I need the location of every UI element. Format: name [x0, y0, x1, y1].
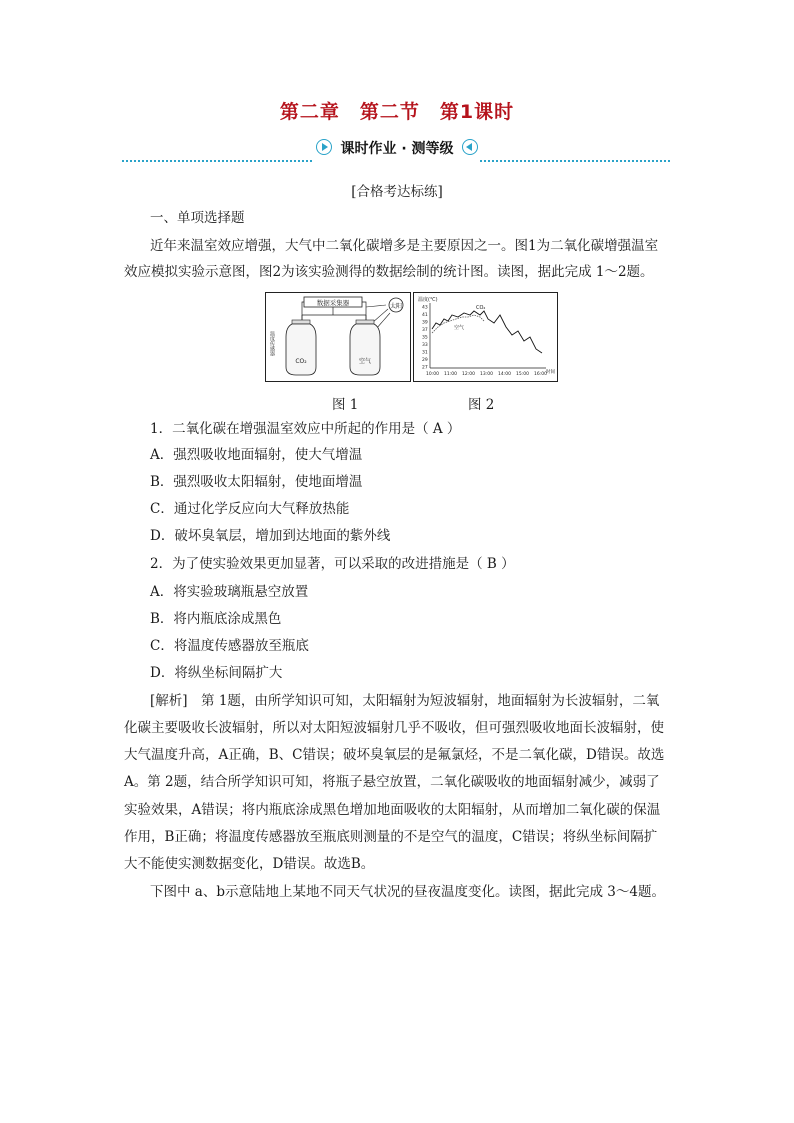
banner-text: 课时作业 · 测等级: [340, 141, 454, 157]
divider-right: [480, 160, 670, 162]
y-tick-label: 33: [422, 343, 428, 348]
question-1-stem: 1．二氧化碳在增强温室效应中所起的作用是（ A ）: [150, 421, 461, 437]
question-2-option-c: C．将温度传感器放至瓶底: [150, 638, 309, 654]
divider-left: [122, 160, 312, 162]
y-tick-label: 31: [422, 350, 428, 356]
analysis-line-6: 作用，B正确；将温度传感器放至瓶底则测量的不是空气的温度，C错误；将纵坐标间隔扩: [124, 829, 658, 845]
collector-label: 数据采集器: [316, 299, 350, 307]
x-tick-label: 11:00: [444, 372, 457, 377]
question-2-stem: 2．为了使实验效果更加显著，可以采取的改进措施是（ B ）: [150, 556, 515, 572]
x-tick-label: 15:00: [516, 372, 529, 377]
level-heading: [合格考达标练]: [351, 184, 443, 200]
analysis-line-3: 大气温度升高，A正确，B、C错误；破坏臭氧层的是氟氯烃，不是二氧化碳，D错误。故选: [124, 747, 665, 763]
question-1-option-d: D．破坏臭氧层，增加到达地面的紫外线: [150, 528, 391, 544]
y-tick-label: 41: [422, 313, 428, 318]
intro-line-2: 效应模拟实验示意图，图2为该实验测得的数据绘制的统计图。读图，据此完成 1～2题。: [124, 264, 654, 280]
homework-banner: [0, 138, 794, 158]
play-right-icon: [316, 139, 332, 155]
y-tick-label: 37: [422, 328, 428, 333]
analysis-line-5: 实验效果，A错误；将内瓶底涂成黑色增加地面吸收的太阳辐射，从而增加二氧化碳的保温: [124, 802, 661, 818]
y-tick-label: 39: [422, 320, 428, 326]
section-heading: 一、单项选择题: [150, 210, 245, 226]
experiment-diagram: [266, 293, 410, 381]
x-tick-label: 14:00: [498, 372, 511, 377]
chart-x-label: 时间: [546, 370, 555, 375]
figure-1-caption: 图 1: [332, 397, 359, 413]
figure-2-caption: 图 2: [468, 397, 495, 413]
series-co2-label: CO₂: [476, 305, 486, 311]
sensor-label: 温度传感器: [269, 331, 275, 356]
sun-label: 太阳: [389, 303, 403, 310]
x-tick-label: 13:00: [480, 372, 493, 377]
x-tick-label: 12:00: [462, 372, 475, 377]
y-tick-label: 29: [422, 358, 428, 363]
chart-y-label: 温度(℃): [418, 297, 438, 303]
y-tick-label: 27: [422, 365, 428, 371]
question-2-option-d: D．将纵坐标间隔扩大: [150, 665, 283, 681]
x-tick-label: 16:00: [534, 372, 547, 377]
y-tick-label: 43: [422, 305, 428, 311]
jar-right-label: 空气: [358, 358, 372, 365]
question-1-option-a: A．强烈吸收地面辐射，使大气增温: [150, 447, 363, 463]
series-air-label: 空气: [454, 325, 465, 331]
analysis-line-7: 大不能使实测数据变化，D错误。故选B。: [124, 856, 375, 872]
question-1-option-c: C．通过化学反应向大气释放热能: [150, 501, 350, 517]
analysis-line-2: 化碳主要吸收长波辐射，所以对太阳短波辐射几乎不吸收，但可强烈吸收地面长波辐射，使: [124, 720, 664, 736]
question-2-option-a: A．将实验玻璃瓶悬空放置: [150, 584, 309, 600]
question-1-option-b: B．强烈吸收太阳辐射，使地面增温: [150, 474, 363, 490]
y-tick-label: 35: [422, 335, 428, 341]
question-2-option-b: B．将内瓶底涂成黑色: [150, 611, 282, 627]
analysis-line-4: A。第 2题，结合所学知识可知，将瓶子悬空放置，二氧化碳吸收的地面辐射减少，减弱了: [124, 774, 660, 790]
temperature-chart: [414, 293, 557, 381]
next-question-intro: 下图中 a、b示意陆地上某地不同天气状况的昼夜温度变化。读图，据此完成 3～4题。: [150, 884, 665, 900]
page-title: 第二章 第二节 第1课时: [279, 101, 515, 123]
play-left-icon: [462, 139, 478, 155]
analysis-line-1: [解析] 第 1题，由所学知识可知，太阳辐射为短波辐射，地面辐射为长波辐射，二氧: [150, 693, 660, 709]
intro-line-1: 近年来温室效应增强，大气中二氧化碳增多是主要原因之一。图1为二氧化碳增强温室: [150, 238, 659, 254]
figure-1-experiment: [265, 292, 411, 382]
jar-left-label: CO₂: [295, 358, 307, 365]
x-tick-label: 10:00: [426, 372, 439, 377]
figure-2-temperature-chart: [413, 292, 558, 382]
